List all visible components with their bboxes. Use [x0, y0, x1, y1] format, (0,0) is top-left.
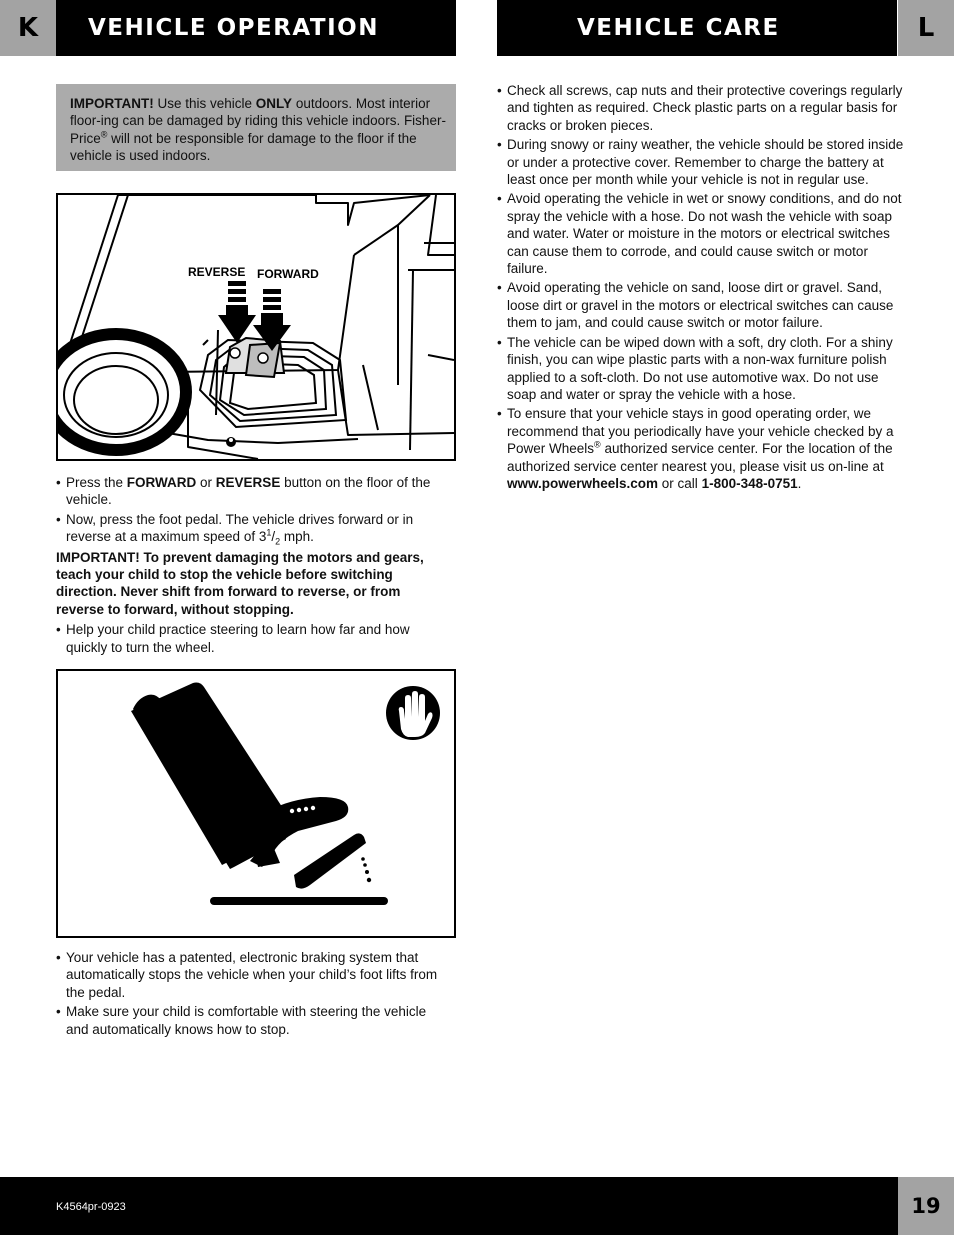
phone-number: 1-800-348-0751 [701, 475, 798, 491]
important-text-3: will not be responsible for damage to the floor if the vehicle is used indoors. [70, 130, 417, 163]
care-instructions [497, 82, 905, 494]
list-item: • To ensure that your vehicle stays in good operating order, we recommend that you periodically have your vehicle checked by a Power Wheels® authorized service center. For the location of the authorized service center nearest you, please visit us on-line at www.powerwheels.com or call 1-800-348-0751. [497, 405, 905, 492]
stop-warning: IMPORTANT! To prevent damaging the motors and gears, teach your child to stop the vehicle before switching direction. Never shift from forward to reverse, or from reverse to forward, without stopping. [56, 549, 424, 617]
list-item: • The vehicle can be wiped down with a soft, dry cloth. For a shiny finish, you can wipe plastic parts with a non-wax furniture polish applied to a soft-cloth. Do not use automotive wax. Do not use soap and water or spray the vehicle with a hose. [497, 334, 905, 404]
page-number: 19 [898, 1177, 954, 1235]
list-item: • Make sure your child is comfortable with steering the vehicle and automatically knows how to stop. [56, 1003, 451, 1038]
important-text-1: Use this vehicle [153, 96, 256, 111]
important-label: IMPORTANT! [70, 96, 154, 111]
registered-mark: ® [594, 439, 601, 450]
foot-pedal-illustration [56, 669, 456, 938]
registered-mark: ® [100, 129, 108, 140]
list-item: • Avoid operating the vehicle in wet or snowy conditions, and do not spray the vehicle with a hose. Do not wash the vehicle with soap and water. Water or moisture in the motors or electrical switches can cause them to corrode, and could cause switch or motor failure. [497, 190, 905, 277]
operation-instructions [56, 474, 451, 658]
list-item: • During snowy or rainy weather, the vehicle should be stored inside or under a protective cover. Remember to charge the battery at least once per month while your vehicle is not in regular use. [497, 136, 905, 188]
list-item: • Avoid operating the vehicle on sand, loose dirt or gravel. Sand, loose dirt or gravel in the motors or electrical switches can cause them to jam, and could cause switch or motor failure. [497, 279, 905, 331]
shifter-illustration [56, 193, 456, 461]
footer-bar [0, 1177, 898, 1235]
section-title-care: VEHICLE CARE [497, 0, 897, 56]
list-item: • Press the FORWARD or REVERSE button on the floor of the vehicle. [56, 474, 451, 509]
braking-info [56, 949, 451, 1040]
pedal-drawing [58, 671, 454, 936]
list-item: • Help your child practice steering to learn how far and how quickly to turn the wheel. [56, 621, 451, 656]
website-link[interactable]: www.powerwheels.com [507, 475, 659, 491]
important-only: ONLY [255, 96, 293, 111]
document-code: K4564pr-0923 [56, 1201, 126, 1213]
section-title-operation: VEHICLE OPERATION [56, 0, 456, 56]
hand-stop-icon [386, 686, 440, 740]
forward-label: FORWARD [257, 267, 319, 281]
section-letter-l: L [898, 0, 954, 56]
important-notice-box [56, 84, 456, 171]
section-letter-k: K [0, 0, 56, 56]
reverse-label: REVERSE [188, 265, 246, 279]
reverse-arrow-icon [218, 281, 256, 343]
list-item: • Your vehicle has a patented, electronic braking system that automatically stops the vehicle when your child’s foot lifts from the pedal. [56, 949, 451, 1001]
important-text-2: outdoors. Most interior floor-ing can be damaged by riding this vehicle indoors. Fisher-Price [70, 96, 446, 146]
list-item: • Now, press the foot pedal. The vehicle drives forward or in reverse at a maximum speed of $3^1/_2$ mph. [56, 511, 451, 546]
list-item: • Check all screws, cap nuts and their protective coverings regularly and tighten as required. Check plastic parts on a regular basis for cracks or broken pieces. [497, 82, 905, 134]
shifter-drawing [58, 195, 454, 459]
